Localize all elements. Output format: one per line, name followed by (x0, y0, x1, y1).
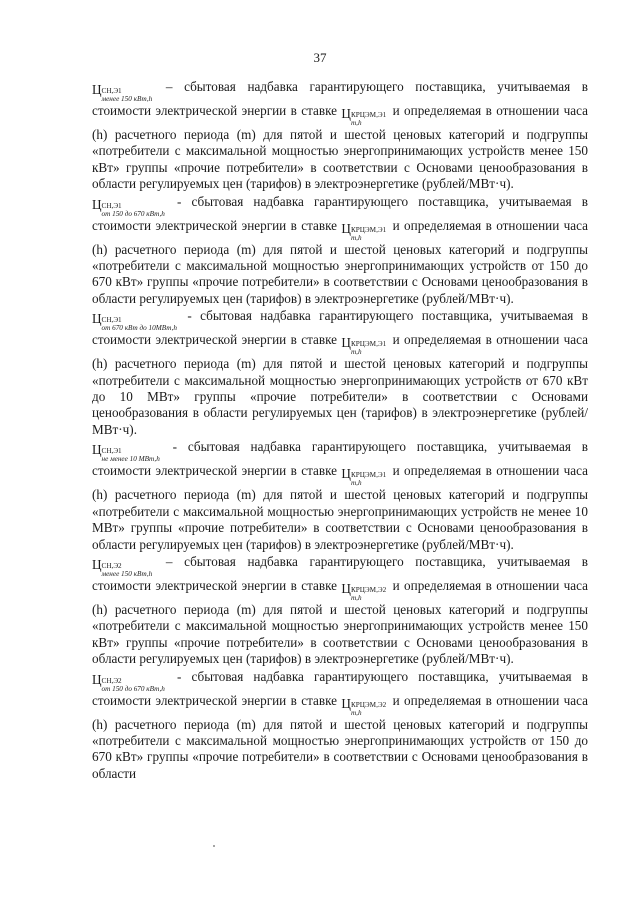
rate-subscript: m,h (350, 593, 362, 602)
tariff-symbol (92, 311, 177, 333)
paragraph-text: сбытовая надбавка гарантирующего поставщика, учитываемая в стоимости электрической энергии в ставке (92, 193, 588, 233)
paragraph-text: сбытовая надбавка гарантирующего поставщика, учитываемая в стоимости электрической энергии в ставке (92, 553, 588, 593)
tariff-symbol (92, 671, 165, 693)
tariff-indices (102, 87, 153, 103)
tariff-subscript: менее 150 кВт,h (101, 569, 153, 578)
tariff-indices (102, 447, 160, 463)
tariff-superscript: СН,Э2 (101, 561, 122, 570)
rate-superscript: КРЦЭМ,Э1 (350, 111, 387, 119)
rate-letter: Ц (341, 106, 351, 121)
separator: - (178, 308, 201, 324)
tariff-symbol (92, 82, 153, 103)
page-number: 37 (313, 50, 327, 65)
separator: - (166, 193, 192, 209)
scan-speck (213, 845, 215, 847)
paragraph-text: и определяемая в отношении часа (h) расчетного периода (m) для пятой и шестой ценовых категорий и подгруппы «потребители с максимальной мощностью энергопринимающих устройств менее 150 кВт» группы «прочие потребители» в соответствии с Основами ценообразования в области регулируемых цен (тарифов) в электроэнергетике (рублей/МВт·ч). (92, 577, 588, 667)
separator: - (166, 668, 192, 684)
paragraph (92, 669, 588, 783)
rate-letter: Ц (341, 335, 351, 351)
rate-indices (351, 701, 386, 717)
paragraph-text: и определяемая в отношении часа (h) расчетного периода (m) для пятой и шестой ценовых категорий и подгруппы «потребители с максимальной мощностью энергопринимающих устройств от 150 до 670 кВт» группы «прочие потребители» в соответствии с Основами ценообразования в области регулируемых цен (тарифов) в электроэнергетике (рублей/МВт·ч). (92, 217, 588, 306)
paragraph-text: сбытовая надбавка гарантирующего поставщика, учитываемая в стоимости электрической энергии в ставке (92, 439, 588, 479)
rate-superscript: КРЦЭМ,Э1 (350, 340, 387, 349)
tariff-letter: Ц (92, 311, 102, 327)
rate-symbol (341, 220, 387, 242)
tariff-subscript: не менее 10 МВт,h (101, 455, 160, 464)
tariff-letter: Ц (92, 82, 102, 97)
tariff-superscript: СН,Э1 (101, 447, 122, 456)
paragraph-text: и определяемая в отношении часа (h) расчетного периода (m) для пятой и шестой ценовых категорий и подгруппы «потребители с максимальной мощностью энергопринимающих устройств от 670 кВт до 10 МВт» группы «прочие потребители» в соответствии с Основами ценообразования в области регулируемых цен (тарифов) в электроэнергетике (рублей/МВт·ч). (92, 332, 588, 437)
paragraph (92, 308, 588, 438)
tariff-superscript: СН,Э1 (101, 87, 122, 95)
tariff-symbol (92, 442, 160, 464)
rate-indices (351, 586, 386, 602)
rate-letter: Ц (341, 466, 351, 482)
tariff-subscript: от 670 кВт до 10МВт,h (101, 324, 177, 333)
paragraph (92, 194, 588, 308)
tariff-subscript: менее 150 кВт,h (101, 95, 153, 103)
tariff-symbol (92, 196, 165, 218)
tariff-superscript: СН,Э1 (101, 316, 122, 325)
separator: – (154, 79, 185, 94)
rate-letter: Ц (341, 695, 351, 711)
tariff-letter: Ц (92, 196, 102, 212)
rate-superscript: КРЦЭМ,Э1 (350, 471, 387, 480)
paragraph-text: сбытовая надбавка гарантирующего поставщика, учитываемая в стоимости электрической энергии в ставке (92, 308, 588, 348)
tariff-indices (102, 202, 165, 218)
tariff-subscript: от 150 до 670 кВт,h (101, 209, 165, 218)
rate-symbol (341, 466, 387, 488)
rate-symbol (341, 106, 387, 127)
rate-symbol (341, 335, 387, 357)
rate-superscript: КРЦЭМ,Э2 (350, 585, 387, 594)
rate-indices (351, 226, 386, 242)
rate-indices (351, 111, 386, 127)
document-body (92, 79, 588, 783)
paragraph-text: и определяемая в отношении часа (h) расчетного периода (m) для пятой и шестой ценовых категорий и подгруппы «потребители с максимальной мощностью энергопринимающих устройств от 150 до 670 кВт» группы «прочие потребители» в соответствии с Основами ценообразования в области (92, 692, 588, 781)
rate-superscript: КРЦЭМ,Э2 (350, 700, 387, 709)
rate-indices (351, 340, 386, 356)
rate-subscript: m,h (350, 348, 362, 357)
tariff-indices (102, 562, 153, 578)
paragraph-text: сбытовая надбавка гарантирующего поставщика, учитываемая в стоимости электрической энергии в ставке (92, 79, 588, 118)
separator: – (154, 553, 185, 569)
rate-letter: Ц (341, 220, 351, 236)
rate-subscript: m,h (350, 233, 362, 242)
separator: - (161, 439, 188, 455)
tariff-superscript: СН,Э2 (101, 676, 122, 685)
paragraph-text: сбытовая надбавка гарантирующего поставщика, учитываемая в стоимости электрической энергии в ставке (92, 668, 588, 708)
rate-symbol (341, 695, 387, 717)
tariff-letter: Ц (92, 671, 102, 687)
rate-superscript: КРЦЭМ,Э1 (350, 225, 387, 234)
rate-subscript: m,h (350, 479, 362, 488)
paragraph (92, 554, 588, 668)
rate-subscript: m,h (350, 119, 362, 127)
tariff-letter: Ц (92, 442, 102, 458)
paragraph-text: и определяемая в отношении часа (h) расчетного периода (m) для пятой и шестой ценовых категорий и подгруппы «потребители с максимальной мощностью энергопринимающих устройств менее 150 кВт» группы «прочие потребители» в соответствии с Основами ценообразования в области регулируемых цен (тарифов) в электроэнергетике (рублей/МВт·ч). (92, 103, 588, 192)
rate-indices (351, 471, 386, 487)
rate-letter: Ц (341, 580, 351, 596)
paragraph-text: и определяемая в отношении часа (h) расчетного периода (m) для пятой и шестой ценовых категорий и подгруппы «потребители с максимальной мощностью энергопринимающих устройств не менее 10 МВт» группы «прочие потребители» в соответствии с Основами ценообразования в области регулируемых цен (тарифов) в электроэнергетике (рублей/МВт·ч). (92, 463, 588, 552)
tariff-symbol (92, 556, 153, 578)
tariff-letter: Ц (92, 556, 102, 572)
tariff-indices (102, 677, 165, 693)
rate-subscript: m,h (350, 708, 362, 717)
paragraph (92, 439, 588, 553)
tariff-subscript: от 150 до 670 кВт,h (101, 684, 165, 693)
rate-symbol (341, 580, 387, 602)
tariff-indices (102, 316, 177, 332)
paragraph (92, 79, 588, 193)
tariff-superscript: СН,Э1 (101, 201, 122, 210)
